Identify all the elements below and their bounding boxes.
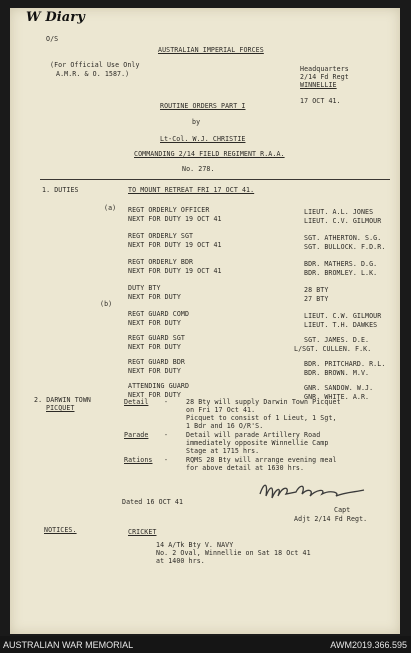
duty-label: REGT ORDERLY OFFICER: [128, 206, 210, 214]
dash: -: [164, 456, 169, 464]
section-2-heading-line-2: PICQUET: [46, 404, 75, 412]
document-page: [10, 8, 400, 634]
detail-line: 28 Bty will supply Darwin Town Picquet: [186, 398, 341, 406]
rations-label: Rations: [124, 456, 153, 464]
duty-label: ATTENDING GUARD: [128, 382, 190, 390]
parade-label: Parade: [124, 431, 149, 439]
signature: [256, 478, 372, 506]
detail-line: Picquet to consist of 1 Lieut, 1 Sgt,: [186, 414, 337, 422]
hq-line-2: 2/14 Fd Regt: [300, 73, 349, 81]
duty-name-next: LIEUT. C.V. GILMOUR: [304, 217, 382, 225]
hq-date: 17 OCT 41.: [300, 97, 341, 105]
hq-line-1: Headquarters: [300, 65, 349, 73]
duty-next: NEXT FOR DUTY 19 OCT 41: [128, 267, 222, 275]
duties-mark-b: (b): [100, 300, 113, 308]
duty-label: REGT GUARD COMD: [128, 310, 190, 318]
duty-name-next: 27 BTY: [304, 295, 329, 303]
margin-note-title: W Diary: [26, 10, 85, 25]
duty-next: NEXT FOR DUTY 19 OCT 41: [128, 215, 222, 223]
duty-name-next: BDR. BROWN. M.V.: [304, 369, 370, 377]
dash: -: [164, 431, 169, 439]
duty-next: NEXT FOR DUTY: [128, 293, 181, 301]
duty-label: REGT GUARD SGT: [128, 334, 185, 342]
footer-id: AWM2019.366.595: [330, 640, 407, 650]
duty-name-next: LIEUT. T.H. DAWKES: [304, 321, 378, 329]
detail-label: Detail: [124, 398, 149, 406]
duty-name: SGT. JAMES. D.E.: [304, 336, 370, 344]
duty-name: BDR. MATHERS. D.G.: [304, 260, 378, 268]
margin-note-sub: O/S: [46, 35, 59, 43]
duty-name: LIEUT. A.L. JONES: [304, 208, 374, 216]
duty-label: REGT ORDERLY SGT: [128, 232, 194, 240]
sign-adjt: Adjt 2/14 Fd Regt.: [294, 515, 368, 523]
rations-line: RQMS 28 Bty will arrange evening meal: [186, 456, 337, 464]
notices-heading: NOTICES.: [44, 526, 77, 534]
notice-line: 14 A/Tk Bty V. NAVY: [156, 541, 234, 549]
parade-line: Stage at 1715 hrs.: [186, 447, 260, 455]
duty-name: BDR. PRITCHARD. R.L.: [304, 360, 386, 368]
duties-mark-a: (a): [104, 204, 117, 212]
duty-next: NEXT FOR DUTY 19 OCT 41: [128, 241, 222, 249]
divider-rule: [40, 179, 390, 180]
by-line: by: [192, 118, 201, 126]
duty-next: NEXT FOR DUTY: [128, 367, 181, 375]
author-line: Lt-Col. W.J. CHRISTIE: [160, 135, 246, 143]
notice-line: at 1400 hrs.: [156, 557, 205, 565]
hq-line-3: WINNELLIE: [300, 81, 337, 89]
dated-line: Dated 16 OCT 41: [122, 498, 184, 506]
duty-name: SGT. ATHERTON. S.G.: [304, 234, 382, 242]
official-use-line-2: A.M.R. & O. 1587.): [56, 70, 130, 78]
archive-footer: [0, 636, 411, 653]
duty-next: NEXT FOR DUTY: [128, 343, 181, 351]
rations-line: for above detail at 1630 hrs.: [186, 464, 305, 472]
parade-line: Detail will parade Artillery Road: [186, 431, 321, 439]
duty-next: NEXT FOR DUTY: [128, 391, 181, 399]
dash: -: [164, 398, 169, 406]
duties-heading: TO MOUNT RETREAT FRI 17 OCT 41.: [128, 186, 255, 194]
notice-line: No. 2 Oval, Winnellie on Sat 18 Oct 41: [156, 549, 311, 557]
footer-source: AUSTRALIAN WAR MEMORIAL: [3, 640, 134, 650]
duty-name-next: L/SGT. CULLEN. F.K.: [294, 345, 372, 353]
parade-line: immediately opposite Winnellie Camp: [186, 439, 329, 447]
duty-name-next: BDR. BROMLEY. L.K.: [304, 269, 378, 277]
duty-name: GNR. SANDOW. W.J.: [304, 384, 374, 392]
sign-capt: Capt: [334, 506, 351, 514]
duty-next: NEXT FOR DUTY: [128, 319, 181, 327]
duty-name: 28 BTY: [304, 286, 329, 294]
section-1-heading: 1. DUTIES: [42, 186, 79, 194]
duty-label: DUTY BTY: [128, 284, 161, 292]
routine-orders-title: ROUTINE ORDERS PART I: [160, 102, 246, 110]
command-line: COMMANDING 2/14 FIELD REGIMENT R.A.A.: [134, 150, 285, 158]
page-title: AUSTRALIAN IMPERIAL FORCES: [158, 46, 264, 54]
duty-name-next: GNR. WHITE. A.R.: [304, 393, 370, 401]
detail-line: 1 Bdr and 16 O/R'S.: [186, 422, 264, 430]
duty-name-next: SGT. BULLOCK. F.D.R.: [304, 243, 386, 251]
section-2-heading: 2. DARWIN TOWN: [34, 396, 91, 404]
duty-label: REGT GUARD BDR: [128, 358, 185, 366]
official-use-line-1: (For Official Use Only: [50, 61, 140, 69]
cricket-heading: CRICKET: [128, 528, 157, 536]
order-number: No. 278.: [182, 165, 215, 173]
duty-name: LIEUT. C.W. GILMOUR: [304, 312, 382, 320]
detail-line: on Fri 17 Oct 41.: [186, 406, 256, 414]
duty-label: REGT ORDERLY BDR: [128, 258, 194, 266]
